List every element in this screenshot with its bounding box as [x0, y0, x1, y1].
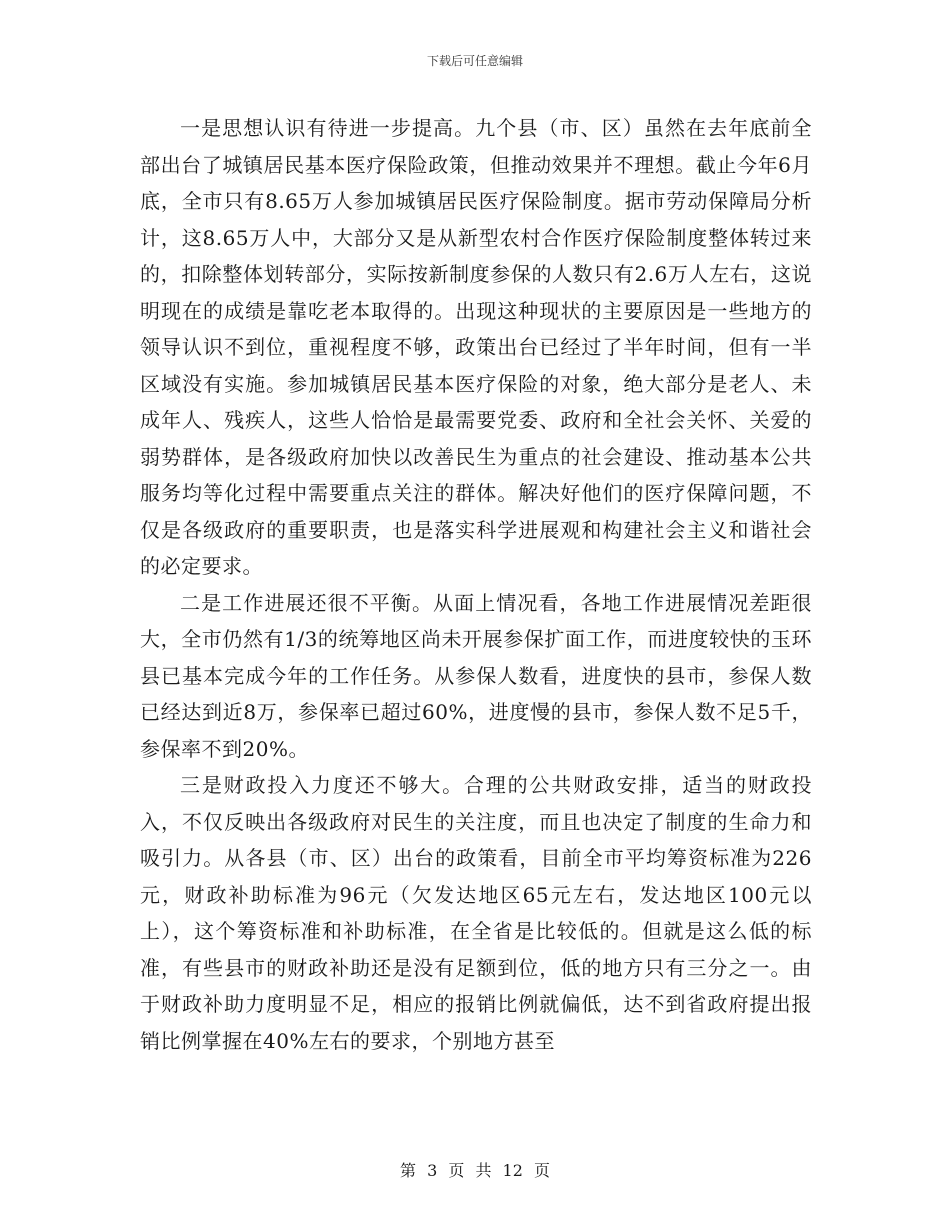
- page-header-note: 下载后可任意编辑: [426, 54, 523, 68]
- page-number-footer: 第 3 页 共 12 页: [400, 1161, 550, 1180]
- paragraph-1: 一是思想认识有待进一步提高。九个县（市、区）虽然在去年底前全部出台了城镇居民基本医疗保险政策，但推动效果并不理想。截止今年6月底，全市只有8.65万人参加城镇居民医疗保险制度。据市劳动保障局分析计，这8.65万人中，大部分又是从新型农村合作医疗保险制度整体转过来的，扣除整体划转部分，实际按新制度参保的人数只有2.6万人左右，这说明现在的成绩是靠吃老本取得的。出现这种现状的主要原因是一些地方的领导认识不到位，重视程度不够，政策出台已经过了半年时间，但有一半区域没有实施。参加城镇居民基本医疗保险的对象，绝大部分是老人、未成年人、残疾人，这些人恰恰是最需要党委、政府和全社会关怀、关爱的弱势群体，是各级政府加快以改善民生为重点的社会建设、推动基本公共服务均等化过程中需要重点关注的群体。解决好他们的医疗保障问题，不仅是各级政府的重要职责，也是落实科学进展观和构建社会主义和谐社会的必定要求。: [140, 116, 812, 578]
- paragraph-2: 二是工作进展还很不平衡。从面上情况看，各地工作进展情况差距很大，全市仍然有1/3的统筹地区尚未开展参保扩面工作，而进度较快的玉环县已基本完成今年的工作任务。从参保人数看，进度快的县市，参保人数已经达到近8万，参保率已超过60%，进度慢的县市，参保人数不足5千，参保率不到20%。: [140, 590, 812, 761]
- paragraph-3: 三是财政投入力度还不够大。合理的公共财政安排，适当的财政投入，不仅反映出各级政府对民生的关注度，而且也决定了制度的生命力和吸引力。从各县（市、区）出台的政策看，目前全市平均筹资标准为226元，财政补助标准为96元（欠发达地区65元左右，发达地区100元以上），这个筹资标准和补助标准，在全省是比较低的。但就是这么低的标准，有些县市的财政补助还是没有足额到位，低的地方只有三分之一。由于财政补助力度明显不足，相应的报销比例就偏低，达不到省政府提出报销比例掌握在40%左右的要求，个别地方甚至: [140, 773, 812, 1053]
- document-body: [140, 110, 812, 1059]
